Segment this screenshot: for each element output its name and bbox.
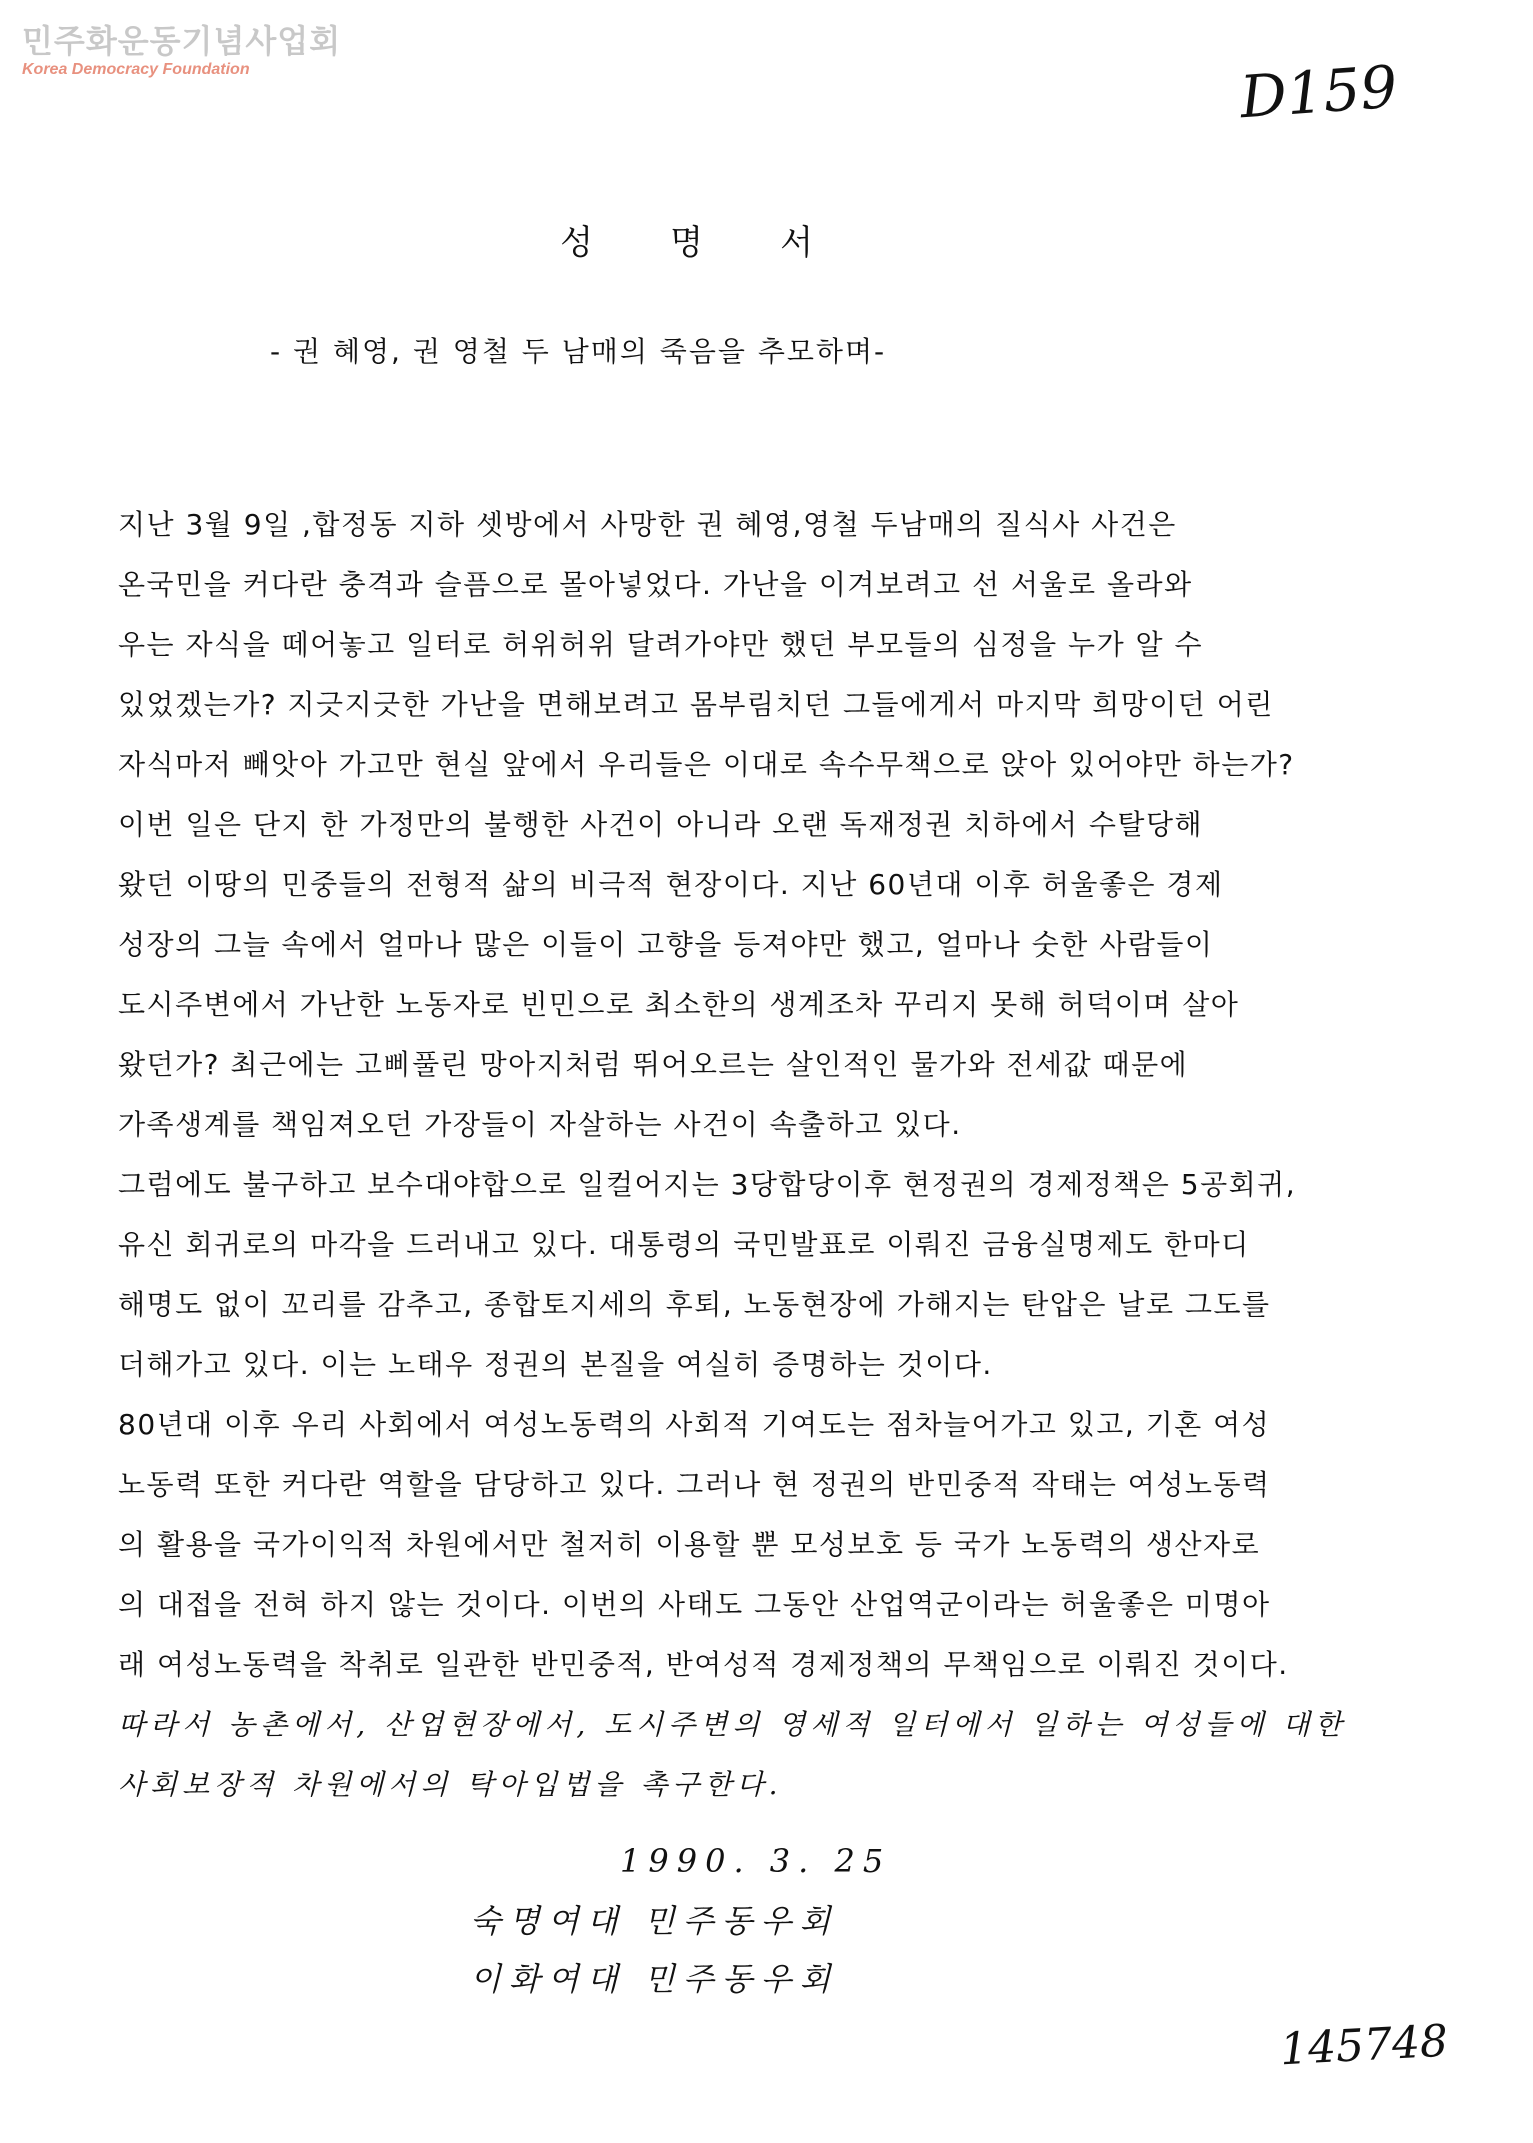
body-line-handwritten: 따라서 농촌에서, 산업현장에서, 도시주변의 영세적 일터에서 일하는 여성들에 대한 xyxy=(118,1708,1347,1741)
title-char: 성 xyxy=(560,223,593,263)
statement-body xyxy=(118,495,1418,1815)
body-line: 더해가고 있다. 이는 노태우 정권의 본질을 여실히 증명하는 것이다. xyxy=(118,1348,993,1381)
body-line: 80년대 이후 우리 사회에서 여성노동력의 사회적 기여도는 점차늘어가고 있고, 기혼 여성 xyxy=(118,1408,1271,1441)
body-line: 우는 자식을 떼어놓고 일터로 허위허위 달려가야만 했던 부모들의 심정을 누가 알 수 xyxy=(118,628,1204,661)
body-line: 왔던 이땅의 민중들의 전형적 삶의 비극적 현장이다. 지난 60년대 이후 허울좋은 경제 xyxy=(118,868,1224,901)
watermark-english: Korea Democracy Foundation xyxy=(22,61,250,78)
statement-closing xyxy=(470,1830,891,2008)
signatory: 이화여대 민주동우회 xyxy=(470,1960,839,1998)
body-line: 이번 일은 단지 한 가정만의 불행한 사건이 아니라 오랜 독재정권 치하에서 수탈당해 xyxy=(118,808,1204,841)
body-line: 도시주변에서 가난한 노동자로 빈민으로 최소한의 생계조차 꾸리지 못해 허덕이며 살아 xyxy=(118,988,1240,1021)
title-char: 명 xyxy=(670,223,703,263)
archive-code-bottom: 145748 xyxy=(1278,2015,1450,2076)
body-line: 래 여성노동력을 착취로 일관한 반민중적, 반여성적 경제정책의 무책임으로 이뤄진 것이다. xyxy=(118,1648,1289,1681)
body-line: 해명도 없이 꼬리를 감추고, 종합토지세의 후퇴, 노동현장에 가해지는 탄압은 날로 그도를 xyxy=(118,1288,1271,1321)
statement-date: 1990. 3. 25 xyxy=(620,1842,892,1880)
body-line: 성장의 그늘 속에서 얼마나 많은 이들이 고향을 등져야만 했고, 얼마나 숫한 사람들이 xyxy=(118,928,1214,961)
body-line: 의 활용을 국가이익적 차원에서만 철저히 이용할 뿐 모성보호 등 국가 노동력의 생산자로 xyxy=(118,1528,1261,1561)
body-line: 의 대접을 전혀 하지 않는 것이다. 이번의 사태도 그동안 산업역군이라는 허울좋은 미명아 xyxy=(118,1588,1271,1621)
body-line: 노동력 또한 커다란 역할을 담당하고 있다. 그러나 현 정권의 반민중적 작태는 여성노동력 xyxy=(118,1468,1271,1501)
archive-code-top: D159 xyxy=(1237,52,1400,132)
body-line: 그럼에도 불구하고 보수대야합으로 일컬어지는 3당합당이후 현정권의 경제정책은 5공회귀, xyxy=(118,1168,1297,1201)
body-line: 온국민을 커다란 충격과 슬픔으로 몰아넣었다. 가난을 이겨보려고 선 서울로 올라와 xyxy=(118,568,1193,601)
body-line: 왔던가? 최근에는 고삐풀린 망아지처럼 뛰어오르는 살인적인 물가와 전세값 때문에 xyxy=(118,1048,1189,1081)
body-line-handwritten: 사회보장적 차원에서의 탁아입법을 촉구한다. xyxy=(118,1768,783,1801)
body-line: 있었겠는가? 지긋지긋한 가난을 면해보려고 몸부림치던 그들에게서 마지막 희망이던 어린 xyxy=(118,688,1274,721)
title-char: 서 xyxy=(780,223,813,263)
document-subtitle: - 권 혜영, 권 영철 두 남매의 죽음을 추모하며- xyxy=(270,335,887,368)
foundation-watermark xyxy=(22,22,341,80)
watermark-korean: 민주화운동기념사업회 xyxy=(22,22,342,60)
signatory: 숙명여대 민주동우회 xyxy=(470,1902,839,1940)
body-line: 자식마저 빼앗아 가고만 현실 앞에서 우리들은 이대로 속수무책으로 앉아 있어야만 하는가? xyxy=(118,748,1295,781)
body-line: 유신 회귀로의 마각을 드러내고 있다. 대통령의 국민발표로 이뤄진 금융실명제도 한마디 xyxy=(118,1228,1250,1261)
body-line: 지난 3월 9일 ,합정동 지하 셋방에서 사망한 권 혜영,영철 두남매의 질식사 사건은 xyxy=(118,508,1177,541)
document-title xyxy=(0,215,1533,264)
body-line: 가족생계를 책임져오던 가장들이 자살하는 사건이 속출하고 있다. xyxy=(118,1108,962,1141)
